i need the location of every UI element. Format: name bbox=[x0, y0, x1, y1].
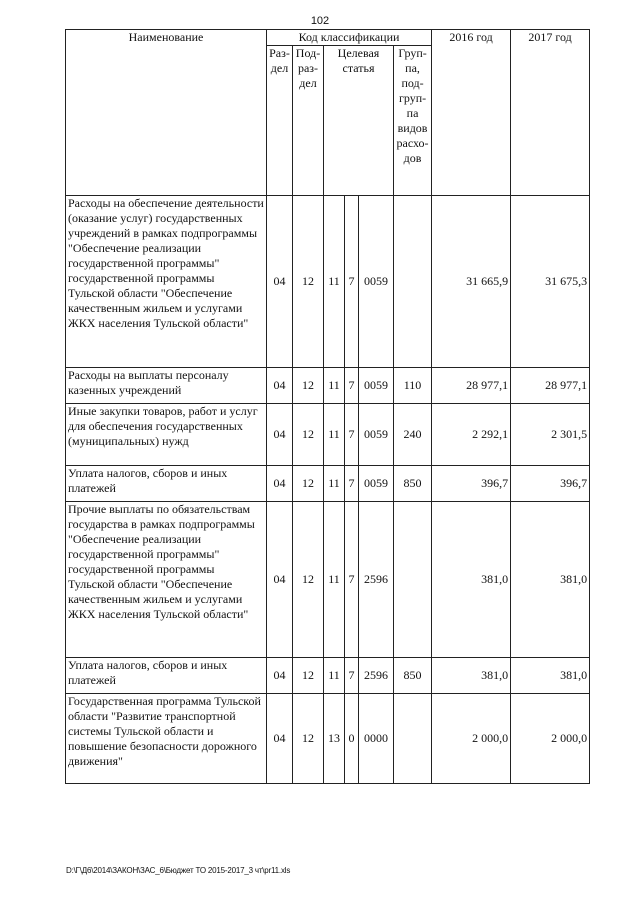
row-value-2016: 396,7 bbox=[432, 466, 511, 502]
header-subsection: Под- раз- дел bbox=[293, 46, 324, 196]
file-path-footer: D:\Г\Д6\2014\ЗАКОН\ЗАС_6\Бюджет ТО 2015-2017_3 чт\рr11.xls bbox=[66, 866, 291, 875]
row-target-2: 0 bbox=[345, 694, 359, 784]
row-name: Уплата налогов, сборов и иных платежей bbox=[66, 466, 267, 502]
row-value-2016: 28 977,1 bbox=[432, 368, 511, 404]
row-section: 04 bbox=[267, 368, 293, 404]
table-row bbox=[66, 196, 590, 368]
row-expense-group: 850 bbox=[394, 466, 432, 502]
row-target-2: 7 bbox=[345, 404, 359, 466]
row-subsection: 12 bbox=[293, 368, 324, 404]
row-value-2016: 381,0 bbox=[432, 502, 511, 658]
row-target-1: 13 bbox=[324, 694, 345, 784]
row-expense-group bbox=[394, 196, 432, 368]
row-target-3: 0059 bbox=[359, 368, 394, 404]
table-row bbox=[66, 404, 590, 466]
row-target-3: 0059 bbox=[359, 404, 394, 466]
row-target-1: 11 bbox=[324, 404, 345, 466]
row-subsection: 12 bbox=[293, 196, 324, 368]
row-section: 04 bbox=[267, 404, 293, 466]
row-name: Государственная программа Тульской области "Развитие транспортной системы Тульской области и повышение безопасности дорожного движения" bbox=[66, 694, 267, 784]
table-row bbox=[66, 694, 590, 784]
row-subsection: 12 bbox=[293, 502, 324, 658]
row-name: Прочие выплаты по обязательствам государства в рамках подпрограммы "Обеспечение реализации государственной программы" государственной программы Тульской области "Обеспечение качественным жильем и услугами ЖКХ населения Тульской области" bbox=[66, 502, 267, 658]
row-subsection: 12 bbox=[293, 694, 324, 784]
table-row bbox=[66, 466, 590, 502]
row-target-1: 11 bbox=[324, 196, 345, 368]
row-value-2017: 396,7 bbox=[511, 466, 590, 502]
row-value-2017: 28 977,1 bbox=[511, 368, 590, 404]
row-section: 04 bbox=[267, 196, 293, 368]
row-target-3: 2596 bbox=[359, 502, 394, 658]
row-target-2: 7 bbox=[345, 502, 359, 658]
row-expense-group bbox=[394, 694, 432, 784]
row-value-2017: 31 675,3 bbox=[511, 196, 590, 368]
row-value-2016: 31 665,9 bbox=[432, 196, 511, 368]
header-expense-group: Груп- па, под- груп- па видов расхо- дов bbox=[394, 46, 432, 196]
row-target-1: 11 bbox=[324, 368, 345, 404]
row-value-2017: 381,0 bbox=[511, 658, 590, 694]
row-subsection: 12 bbox=[293, 466, 324, 502]
row-expense-group: 850 bbox=[394, 658, 432, 694]
row-target-1: 11 bbox=[324, 466, 345, 502]
row-target-1: 11 bbox=[324, 658, 345, 694]
header-classification: Код классификации bbox=[267, 30, 432, 46]
row-value-2017: 2 000,0 bbox=[511, 694, 590, 784]
row-expense-group: 240 bbox=[394, 404, 432, 466]
table-row bbox=[66, 502, 590, 658]
header-name: Наименование bbox=[66, 30, 267, 196]
table-row bbox=[66, 658, 590, 694]
row-target-2: 7 bbox=[345, 466, 359, 502]
header-target-article: Целевая статья bbox=[324, 46, 394, 196]
row-value-2016: 2 292,1 bbox=[432, 404, 511, 466]
row-target-2: 7 bbox=[345, 368, 359, 404]
row-name: Расходы на обеспечение деятельности (оказание услуг) государственных учреждений в рамках подпрограммы "Обеспечение реализации государственной программы" государственной программы Тульской области "Обеспечение качественным жильем и услугами ЖКХ населения Тульской области" bbox=[66, 196, 267, 368]
header-section: Раз- дел bbox=[267, 46, 293, 196]
row-subsection: 12 bbox=[293, 404, 324, 466]
row-subsection: 12 bbox=[293, 658, 324, 694]
row-name: Уплата налогов, сборов и иных платежей bbox=[66, 658, 267, 694]
budget-table bbox=[65, 29, 590, 784]
row-target-3: 0059 bbox=[359, 196, 394, 368]
row-target-2: 7 bbox=[345, 196, 359, 368]
row-value-2016: 2 000,0 bbox=[432, 694, 511, 784]
row-section: 04 bbox=[267, 466, 293, 502]
header-2017: 2017 год bbox=[511, 30, 590, 196]
row-target-1: 11 bbox=[324, 502, 345, 658]
row-value-2016: 381,0 bbox=[432, 658, 511, 694]
row-section: 04 bbox=[267, 502, 293, 658]
row-target-3: 2596 bbox=[359, 658, 394, 694]
row-target-3: 0059 bbox=[359, 466, 394, 502]
row-target-2: 7 bbox=[345, 658, 359, 694]
table-row bbox=[66, 368, 590, 404]
row-name: Иные закупки товаров, работ и услуг для обеспечения государственных (муниципальных) нужд bbox=[66, 404, 267, 466]
row-expense-group bbox=[394, 502, 432, 658]
row-section: 04 bbox=[267, 694, 293, 784]
row-section: 04 bbox=[267, 658, 293, 694]
row-target-3: 0000 bbox=[359, 694, 394, 784]
row-expense-group: 110 bbox=[394, 368, 432, 404]
row-name: Расходы на выплаты персоналу казенных учреждений bbox=[66, 368, 267, 404]
page-number: 102 bbox=[310, 15, 330, 27]
header-2016: 2016 год bbox=[432, 30, 511, 196]
row-value-2017: 2 301,5 bbox=[511, 404, 590, 466]
row-value-2017: 381,0 bbox=[511, 502, 590, 658]
